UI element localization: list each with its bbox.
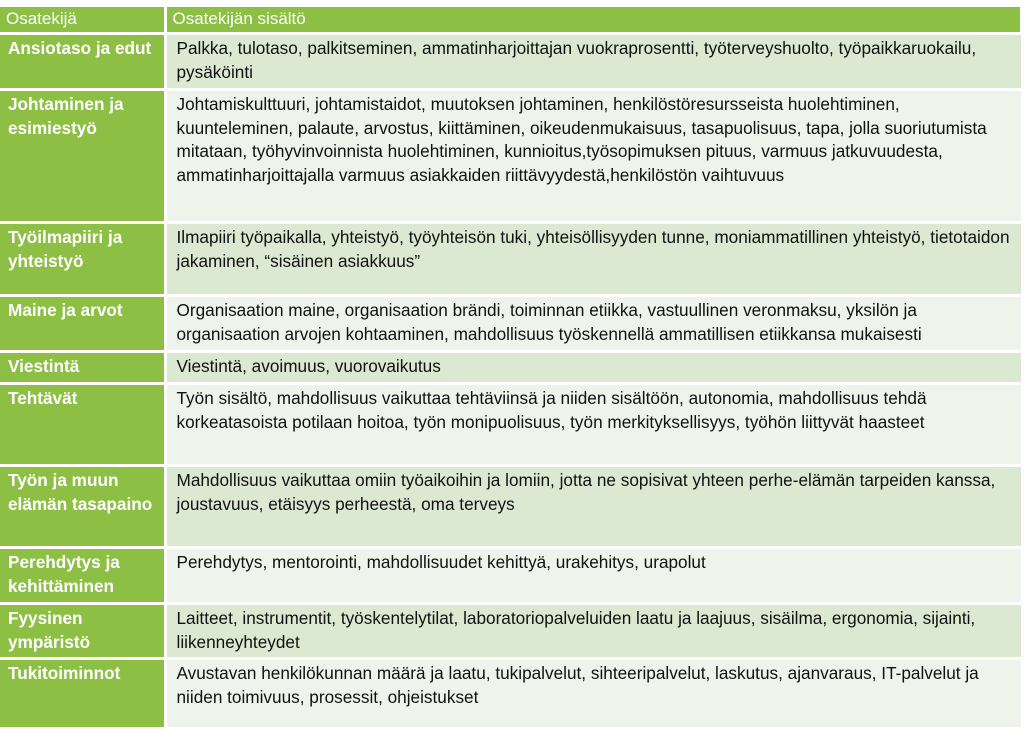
factor-cell: Fyysinen ympäristö (0, 604, 165, 659)
table-row (0, 384, 1021, 466)
header-content: Osatekijän sisältö (165, 7, 1021, 34)
factor-cell: Viestintä (0, 352, 165, 384)
content-cell: Perehdytys, mentorointi, mahdollisuudet kehittyä, urakehitys, urapolut (165, 548, 1021, 604)
factor-cell: Perehdytys ja kehittäminen (0, 548, 165, 604)
content-cell: Avustavan henkilökunnan määrä ja laatu, tukipalvelut, sihteeripalvelut, laskutus, ajanvaraus, IT-palvelut ja niiden toimivuus, prosessit, ohjeistukset (165, 659, 1021, 729)
factor-cell: Työn ja muun elämän tasapaino (0, 466, 165, 548)
factor-cell: Maine ja arvot (0, 296, 165, 352)
table-row (0, 548, 1021, 604)
table-row (0, 466, 1021, 548)
table-row (0, 296, 1021, 352)
table-row (0, 352, 1021, 384)
content-cell: Ilmapiiri työpaikalla, yhteistyö, työyhteisön tuki, yhteisöllisyyden tunne, moniammatillinen yhteistyö, tietotaidon jakaminen, “sisäinen asiakkuus” (165, 223, 1021, 296)
factor-cell: Tehtävät (0, 384, 165, 466)
table-header-row (0, 7, 1021, 34)
factor-cell: Työilmapiiri ja yhteistyö (0, 223, 165, 296)
content-cell: Organisaation maine, organisaation brändi, toiminnan etiikka, vastuullinen veronmaksu, yksilön ja organisaation arvojen kohtaaminen, mahdollisuus työskennellä ammatillisen etiikkansa mukaisesti (165, 296, 1021, 352)
table-row (0, 604, 1021, 659)
content-cell: Laitteet, instrumentit, työskentelytilat, laboratoriopalveluiden laatu ja laajuus, sisäilma, ergonomia, sijainti, liikenneyhteydet (165, 604, 1021, 659)
table-row (0, 90, 1021, 223)
content-cell: Johtamiskulttuuri, johtamistaidot, muutoksen johtaminen, henkilöstöresursseista huolehtiminen, kuunteleminen, palaute, arvostus, kiittäminen, oikeudenmukaisuus, tasapuolisuus, tapa, jolla suoriutumista mitataan, työhyvinvoinnista huolehtiminen, kunnioitus,työsopimuksen pituus, varmuus jatkuvuudesta, ammatinharjoittajalla varmuus asiakkaiden riittävyydestä,henkilöstön vaihtuvuus (165, 90, 1021, 223)
content-cell: Palkka, tulotaso, palkitseminen, ammatinharjoittajan vuokraprosentti, työterveyshuolto, työpaikkaruokailu, pysäköinti (165, 34, 1021, 90)
factor-cell: Johtaminen ja esimiestyö (0, 90, 165, 223)
factors-table (0, 7, 1023, 730)
factor-cell: Ansiotaso ja edut (0, 34, 165, 90)
table-row (0, 223, 1021, 296)
table-row (0, 34, 1021, 90)
table-row (0, 659, 1021, 729)
factor-cell: Tukitoiminnot (0, 659, 165, 729)
content-cell: Työn sisältö, mahdollisuus vaikuttaa tehtäviinsä ja niiden sisältöön, autonomia, mahdollisuus tehdä korkeatasoista potilaan hoitoa, työn monipuolisuus, työn merkityksellisyys, työhön liittyvät haasteet (165, 384, 1021, 466)
content-cell: Mahdollisuus vaikuttaa omiin työaikoihin ja lomiin, jotta ne sopisivat yhteen perhe-elämän tarpeiden kanssa, joustavuus, etäisyys perheestä, oma terveys (165, 466, 1021, 548)
header-factor: Osatekijä (0, 7, 165, 34)
content-cell: Viestintä, avoimuus, vuorovaikutus (165, 352, 1021, 384)
